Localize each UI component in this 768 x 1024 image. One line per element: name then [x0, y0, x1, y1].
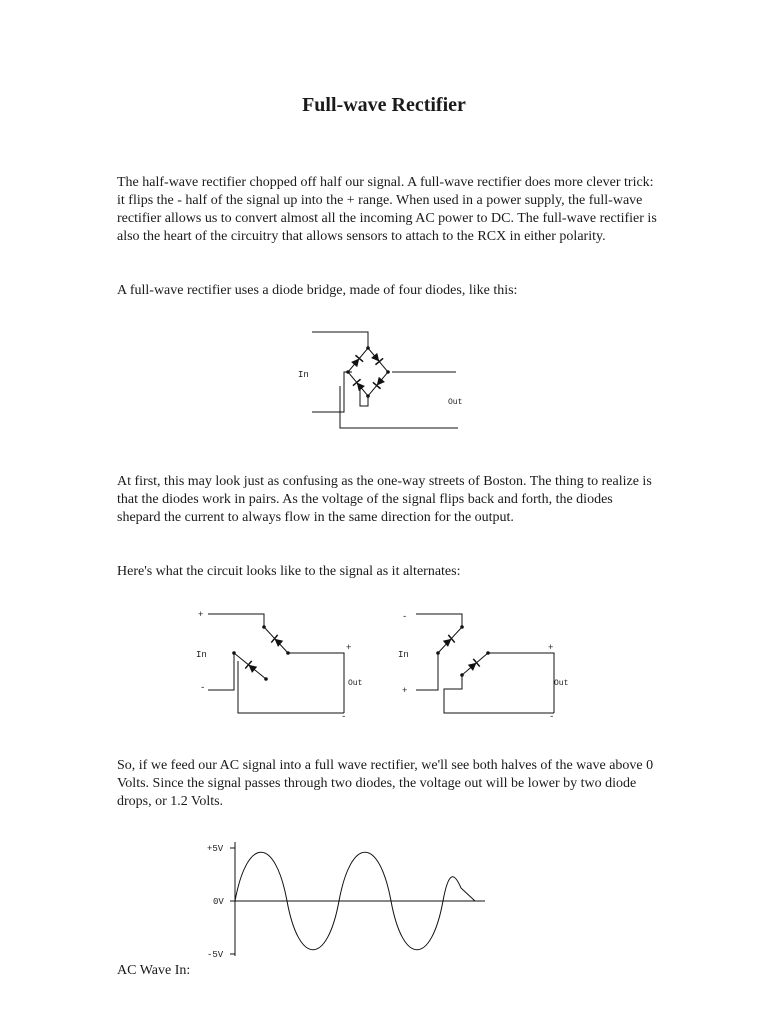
pos-out-bottom-label: - [341, 712, 347, 722]
diode-bridge-diagram [280, 322, 480, 452]
bridge-out-label: Out [448, 398, 463, 407]
pos-bottom-input-label: - [200, 683, 206, 693]
bridge-in-label: In [298, 370, 309, 380]
neg-out-bottom-label: - [549, 712, 555, 722]
neg-in-label: In [398, 650, 409, 660]
pos-top-input-label: + [198, 610, 204, 620]
plot-mid-label: 0V [213, 897, 224, 907]
plot-top-label: +5V [207, 844, 224, 854]
intro-paragraph: The half-wave rectifier chopped off half our signal. A full-wave rectifier does more clever trick: it flips the - half of the signal up into the + range. When used in a power supply, the full-wave rectifier allows us to convert almost all the incoming AC power to DC. The full-wave rectifier is also the heart of the circuitry that allows sensors to attach to the RCX in either polarity. [117, 175, 657, 244]
conclusion-paragraph: So, if we feed our AC signal into a full wave rectifier, we'll see both halves of the wave above 0 Volts. Since the signal passes through two diodes, the voltage out will be lower by two diode drops, or 1.2 Volts. [117, 758, 654, 809]
positive-half-diagram [180, 605, 380, 730]
explanation-paragraph: At first, this may look just as confusing as the one-way streets of Boston. The thing to realize is that the diodes work in pairs. As the voltage of the signal flips back and forth, the diodes shepard the current to always flow in the same direction for the output. [117, 474, 652, 525]
neg-top-input-label: - [402, 612, 408, 622]
negative-half-diagram [388, 605, 588, 730]
pos-in-label: In [196, 650, 207, 660]
plot-bottom-label: -5V [207, 950, 224, 960]
ac-wave-plot [195, 836, 495, 961]
alternation-intro-paragraph: Here's what the circuit looks like to the signal as it alternates: [117, 564, 461, 579]
wave-caption: AC Wave In: [117, 963, 191, 978]
neg-out-top-label: + [548, 643, 554, 653]
pos-out-label: Out [348, 679, 363, 688]
pos-out-top-label: + [346, 643, 352, 653]
neg-bottom-input-label: + [402, 686, 408, 696]
bridge-intro-paragraph: A full-wave rectifier uses a diode bridge, made of four diodes, like this: [117, 283, 518, 298]
page-title: Full-wave Rectifier [302, 94, 466, 116]
neg-out-label: Out [554, 679, 569, 688]
